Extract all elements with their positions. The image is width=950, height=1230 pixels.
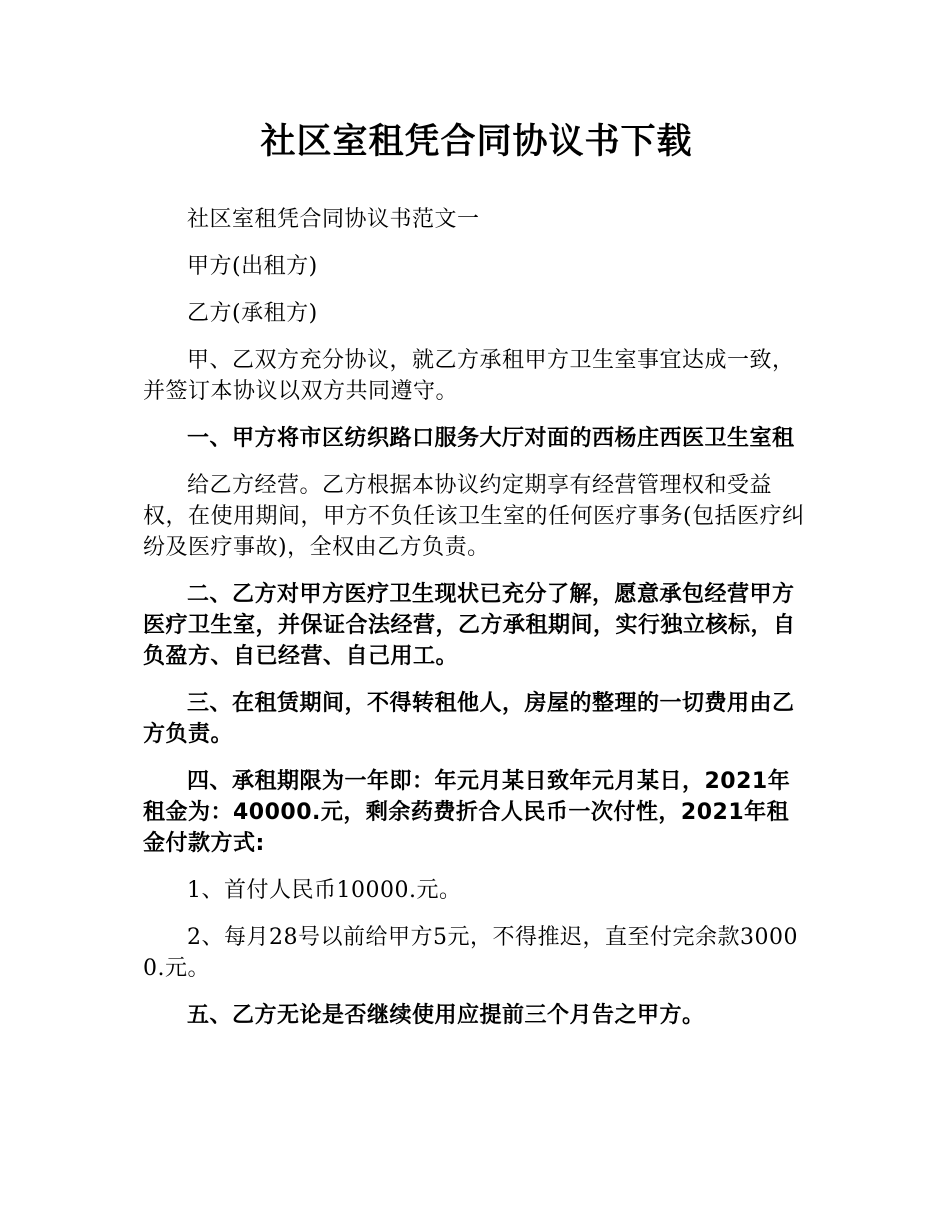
document-title: 社区室租凭合同协议书下载 [260, 122, 693, 162]
payment-item-1: 1、首付人民币10000.元。 [187, 878, 462, 903]
clause-4: 四、承租期限为一年即：年元月某日致年元月某日，2021年租金为：40000.元，剩余药费折合人民币一次付性，2021年租金付款方式: [143, 769, 791, 856]
clause-1-body: 给乙方经营。乙方根据本协议约定期享有经营管理权和受益权，在使用期间，甲方不负任该卫生室的任何医疗事务(包括医疗纠纷及医疗事故)，全权由乙方负责。 [143, 473, 805, 560]
clause-2: 二、乙方对甲方医疗卫生现状已充分了解，愿意承包经营甲方医疗卫生室，并保证合法经营，乙方承租期间，实行独立核标，自负盈方、自已经营、自己用工。 [143, 582, 796, 669]
document-body [143, 204, 810, 1031]
paragraph-intro: 甲、乙双方充分协议，就乙方承租甲方卫生室事宜达成一致，并签订本协议以双方共同遵守。 [143, 348, 795, 404]
clause-1-heading: 一、甲方将市区纺织路口服务大厅对面的西杨庄西医卫生室租 [187, 426, 795, 451]
paragraph-party-a: 甲方(出租方) [187, 254, 318, 279]
paragraph-sample-heading: 社区室租凭合同协议书范文一 [187, 207, 480, 232]
clause-3: 三、在租赁期间，不得转租他人，房屋的整理的一切费用由乙方负责。 [143, 691, 795, 747]
payment-item-2: 2、每月28号以前给甲方5元，不得推迟，直至付完余款30000.元。 [143, 925, 798, 981]
paragraph-party-b: 乙方(承租方) [187, 301, 318, 326]
clause-5: 五、乙方无论是否继续使用应提前三个月告之甲方。 [187, 1003, 705, 1028]
